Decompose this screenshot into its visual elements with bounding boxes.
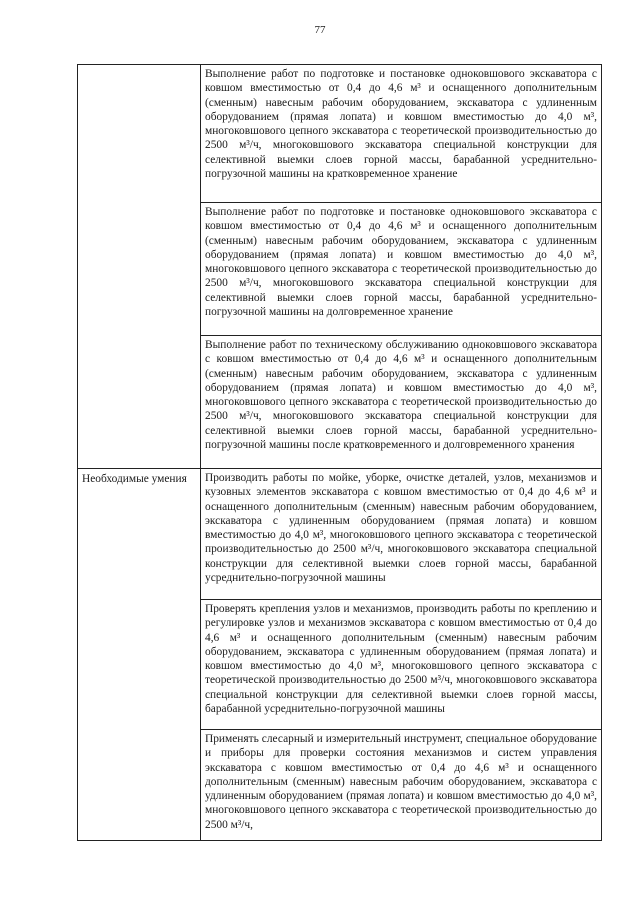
table-row <box>78 469 602 600</box>
description-text: Проверять крепления узлов и механизмов, производить работы по креплению и регулировке узлов и механизмов экскаватора с ковшом вместимостью от 0,4 до 4,6 м³ и оснащенного дополнительным (сменным) навесным рабочим оборудованием, экскаватора с удлиненным оборудованием (прямая лопата) и ковшом вместимостью до 4,0 м³, многоковшового цепного экскаватора с теоретической производительностью до 2500 м³/ч, многоковшового экскаватора специальной конструкции для селективной выемки слоев горной массы, барабанной усреднительно-погрузочной машины <box>205 603 597 716</box>
description-text: Применять слесарный и измерительный инструмент, специальное оборудование и приборы для проверки состояния механизмов и систем управления экскаватора с ковшом вместимостью от 0,4 до 4,6 м³ и оснащенного дополнительным (сменным) навесным рабочим оборудованием, экскаватора с удлиненным оборудованием (прямая лопата) и ковшом вместимостью до 4,0 м³, многоковшового цепного экскаватора с теоретической производительностью до 2500 м³/ч, <box>205 733 597 831</box>
description-cell <box>201 336 602 469</box>
description-cell <box>201 65 602 203</box>
description-text: Выполнение работ по подготовке и постановке одноковшового экскаватора с ковшом вместимостью от 0,4 до 4,6 м³ и оснащенного дополнительным (сменным) навесным рабочим оборудованием, экскаватора с удлиненным оборудованием (прямая лопата) и ковшом вместимостью до 4,0 м³, многоковшового цепного экскаватора с теоретической производительностью до 2500 м³/ч, многоковшового экскаватора специальной конструкции для селективной выемки слоев горной массы, барабанной усреднительно-погрузочной машины на долговременное хранение <box>205 206 597 319</box>
description-text: Выполнение работ по техническому обслуживанию одноковшового экскаватора с ковшом вместимостью от 0,4 до 4,6 м³ и оснащенного дополнительным (сменным) навесным рабочим оборудованием, экскаватора с удлиненным оборудованием (прямая лопата) и ковшом вместимостью до 4,0 м³, многоковшового цепного экскаватора с теоретической производительностью до 2500 м³/ч, многоковшового экскаватора специальной конструкции для селективной выемки слоев горной массы, барабанной усреднительно-погрузочной машины после кратковременного и долговременного хранения <box>205 339 597 452</box>
description-text: Выполнение работ по подготовке и постановке одноковшового экскаватора с ковшом вместимостью от 0,4 до 4,6 м³ и оснащенного дополнительным (сменным) навесным рабочим оборудованием, экскаватора с удлиненным оборудованием (прямая лопата) и ковшом вместимостью до 4,0 м³, многоковшового цепного экскаватора с теоретической производительностью до 2500 м³/ч, многоковшового экскаватора специальной конструкции для селективной выемки слоев горной массы, барабанной усреднительно-погрузочной машины на кратковременное хранение <box>205 68 597 181</box>
description-cell <box>201 203 602 336</box>
description-cell <box>201 469 602 600</box>
row-label: Необходимые умения <box>82 473 187 485</box>
row-label-cell <box>78 65 201 469</box>
table-row <box>78 65 602 203</box>
description-cell <box>201 730 602 841</box>
page-number: 77 <box>314 24 326 36</box>
description-text: Производить работы по мойке, уборке, очистке деталей, узлов, механизмов и кузовных элементов экскаватора с ковшом вместимостью от 0,4 до 4,6 м³ и оснащенного дополнительным (сменным) навесным рабочим оборудованием, экскаватора с удлиненным оборудованием (прямая лопата) и ковшом вместимостью до 4,0 м³, многоковшового цепного экскаватора с теоретической производительностью до 2500 м³/ч, многоковшового экскаватора специальной конструкции для селективной выемки слоев горной массы, барабанной усреднительно-погрузочной машины <box>205 472 597 585</box>
requirements-table <box>77 64 602 841</box>
description-cell <box>201 600 602 730</box>
row-label-cell <box>78 469 201 841</box>
